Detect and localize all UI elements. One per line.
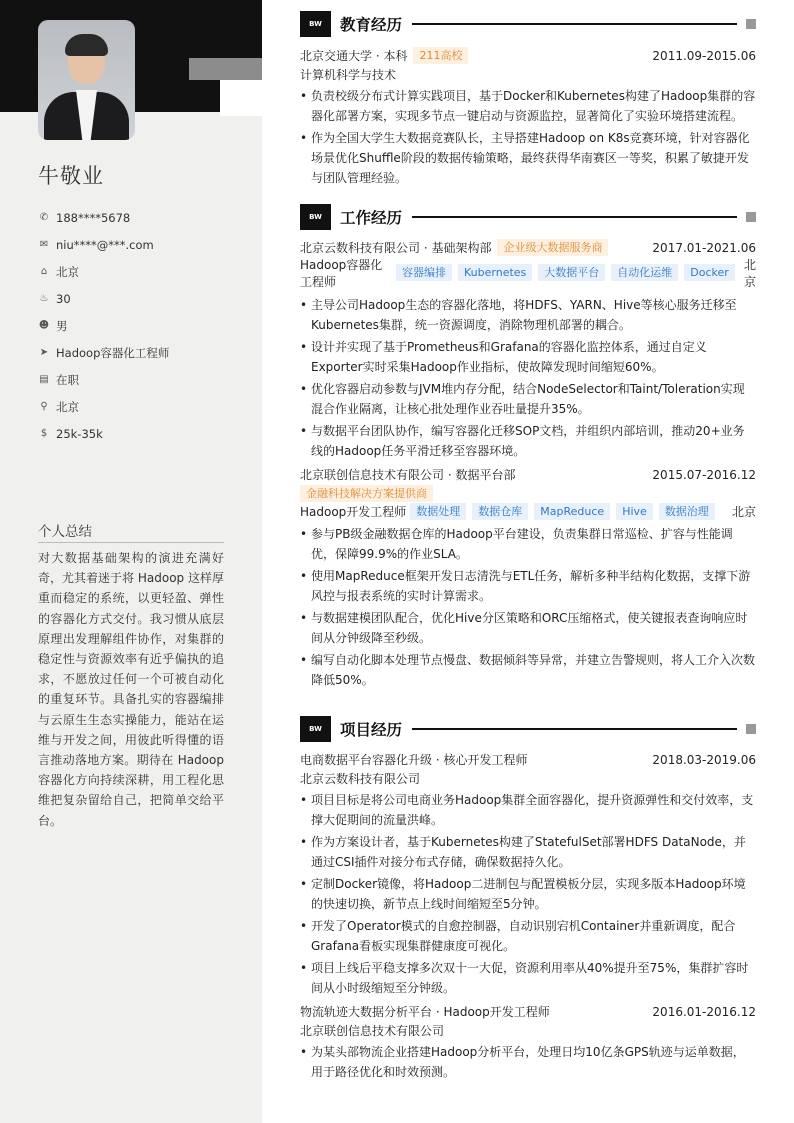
info-row [38, 339, 169, 366]
role-wrap [300, 503, 721, 520]
cake-icon: ♨ [39, 293, 49, 304]
school-tag: 211高校 [413, 47, 468, 64]
section-title: 项目经历 [340, 721, 403, 739]
job-company-wrap [300, 239, 608, 256]
bullet-item: • 使用MapReduce框架开发日志清洗与ETL任务，解析多种半结构化数据，支撑下游风控与报表系统的实时计算需求。 [300, 566, 756, 606]
info-row [38, 285, 169, 312]
bullet-item: • 负责校级分布式计算实践项目，基于Docker和Kubernetes构建了Hadoop集群的容器化部署方案，实现多节点一键启动与资源监控，显著简化了实验环境搭建流程。 [300, 86, 756, 126]
phone-icon: ✆ [39, 212, 49, 223]
job-date: 2017.01-2021.06 [652, 240, 756, 255]
project-org: 北京云数科技有限公司 [300, 772, 421, 786]
project-org-row [300, 1021, 756, 1040]
role-row [300, 257, 756, 293]
bullet-item: • 参与PB级金融数据仓库的Hadoop平台建设，负责集群日常巡检、扩容与性能调优，保障99.9%的作业SLA。 [300, 524, 756, 564]
company-tag-row [300, 484, 756, 503]
info-text: 男 [56, 318, 68, 333]
job-role: Hadoop容器化工程师 [300, 258, 383, 289]
skill-tag: 数据治理 [659, 503, 715, 520]
bullet-item: • 与数据建模团队配合，优化Hive分区策略和ORC压缩格式，使关键报表查询响应时间从分钟级降至秒级。 [300, 608, 756, 648]
info-text: 188****5678 [56, 210, 131, 225]
major: 计算机科学与技术 [300, 68, 397, 82]
project-date: 2018.03-2019.06 [652, 752, 756, 767]
bullet-item: • 主导公司Hadoop生态的容器化落地，将HDFS、YARN、Hive等核心服务迁移至Kubernetes集群，统一资源调度，消除物理机部署的耦合。 [300, 295, 756, 335]
project-entry [300, 750, 756, 998]
bullet-item: • 作为全国大学生大数据竞赛队长，主导搭建Hadoop on K8s竞赛环境，针对容器化场景优化Shuffle阶段的数据传输策略，最终获得华南赛区一等奖，积累了敏捷开发与团队管理经验。 [300, 128, 756, 188]
location-icon: ⚲ [40, 401, 48, 412]
education-header [300, 11, 756, 37]
project-header [300, 1002, 756, 1021]
send-icon: ➤ [39, 347, 49, 358]
company-tag: 金融科技解决方案提供商 [300, 485, 433, 502]
bullet-item: • 编写自动化脚本处理节点慢盘、数据倾斜等异常，并建立告警规则，将人工介入次数降低50%。 [300, 650, 756, 690]
info-text: 北京 [56, 264, 79, 279]
project-block [300, 750, 756, 1082]
job-entry [300, 238, 756, 461]
project-org-row [300, 769, 756, 788]
bullet-item: • 为某头部物流企业搭建Hadoop分析平台，处理日均10亿条GPS轨迹与运单数据，用于路径优化和时效预测。 [300, 1042, 756, 1082]
bw-badge: BW [300, 11, 331, 37]
info-text: niu****@***.com [56, 237, 154, 252]
skill-tag: Docker [684, 264, 735, 281]
bullet-item: • 与数据平台团队协作，编写容器化迁移SOP文档，并组织内部培训，推动20+业务线的Hadoop任务平滑迁移至容器环境。 [300, 421, 756, 461]
project-org: 北京联创信息技术有限公司 [300, 1024, 445, 1038]
skill-tag: 数据仓库 [472, 503, 528, 520]
info-text: 在职 [56, 372, 79, 387]
info-row [38, 312, 169, 339]
project-name: 电商数据平台容器化升级 · 核心开发工程师 [300, 753, 528, 767]
summary-text: 对大数据基础架构的演进充满好奇，尤其着迷于将 Hadoop 这样厚重而稳定的系统，以更轻盈、弹性的容器化方式交付。我习惯从底层原理出发理解组件协作，对集群的稳定性与资源效率有近乎偏执的追求，不愿放过任何一个可被自动化的重复环节。具备扎实的容器编排与云原生生态实操能力，能站在运维与开发之间，用彼此听得懂的语言推动落地方案。期待在 Hadoop 容器化方向持续深耕，用工程化思维把复杂留给自己，把简单交给平台。 [38, 551, 224, 828]
skill-tag: Kubernetes [458, 264, 532, 281]
bw-badge: BW [300, 716, 331, 742]
company-tag: 企业级大数据服务商 [497, 239, 608, 256]
education-block [300, 46, 756, 188]
info-row [38, 258, 169, 285]
job-city: 北京 [731, 505, 756, 519]
job-header [300, 465, 756, 484]
briefcase-icon: ▤ [39, 374, 49, 385]
job-company-wrap [300, 466, 515, 483]
info-row [38, 204, 169, 231]
bullet-item: • 项目目标是将公司电商业务Hadoop集群全面容器化，提升资源弹性和交付效率，支撑大促期间的流量洪峰。 [300, 790, 756, 830]
skill-tag: Hive [616, 503, 653, 520]
bw-badge: BW [300, 204, 331, 230]
info-text: 北京 [56, 399, 79, 414]
company-name: 北京联创信息技术有限公司 · 数据平台部 [300, 468, 516, 482]
skill-tag: 容器编排 [396, 264, 452, 281]
edu-date: 2011.09-2015.06 [652, 48, 756, 63]
candidate-name: 牛敬业 [38, 164, 104, 188]
project-name: 物流轨迹大数据分析平台 · Hadoop开发工程师 [300, 1005, 550, 1019]
section-title: 工作经历 [340, 209, 403, 227]
info-text: 30 [56, 291, 71, 306]
role-row [300, 503, 756, 522]
job-city: 北京 [744, 258, 757, 289]
work-block [300, 238, 756, 690]
avatar [38, 20, 135, 140]
bullet-item: • 项目上线后平稳支撑多次双十一大促，资源利用率从40%提升至75%，集群扩容时间从小时级缩短至分钟级。 [300, 958, 756, 998]
skill-tag: 数据处理 [410, 503, 466, 520]
job-entry [300, 465, 756, 690]
school: 北京交通大学 · 本科 [300, 49, 408, 63]
company-name: 北京云数科技有限公司 · 基础架构部 [300, 241, 492, 255]
home-icon: ⌂ [40, 266, 48, 277]
job-header [300, 238, 756, 257]
bullet-item: • 开发了Operator模式的自愈控制器，自动识别宕机Container并重新调度，配合Grafana看板实现集群健康度可视化。 [300, 916, 756, 956]
header-gray-block [189, 58, 262, 80]
job-role: Hadoop开发工程师 [300, 505, 407, 519]
bullet-item: • 优化容器启动参数与JVM堆内存分配，结合NodeSelector和Taint/Toleration实现混合作业隔离，让核心批处理作业吞吐量提升35%。 [300, 379, 756, 419]
skill-tag: MapReduce [534, 503, 610, 520]
summary-title: 个人总结 [38, 520, 224, 543]
info-row [38, 420, 169, 447]
project-header [300, 716, 756, 742]
work-header [300, 204, 756, 230]
job-date: 2015.07-2016.12 [652, 467, 756, 482]
bullet-item: • 定制Docker镜像，将Hadoop二进制包与配置模板分层，实现多版本Hadoop环境的快速切换，新节点上线时间缩短至5分钟。 [300, 874, 756, 914]
project-header [300, 750, 756, 769]
info-row [38, 366, 169, 393]
salary-icon: $ [40, 428, 48, 439]
section-title: 教育经历 [340, 16, 403, 34]
project-entry [300, 1002, 756, 1082]
info-text: 25k-35k [56, 426, 103, 441]
contact-info [38, 204, 169, 447]
bullet-item: • 作为方案设计者，基于Kubernetes构建了StatefulSet部署HDFS DataNode，并通过CSI插件对接分布式存储，确保数据持久化。 [300, 832, 756, 872]
face-icon: ☻ [38, 320, 50, 331]
info-text: Hadoop容器化工程师 [56, 345, 170, 360]
bullet-item: • 设计并实现了基于Prometheus和Grafana的容器化监控体系，通过自定义Exporter实时采集Hadoop作业指标，使故障发现时间缩短60%。 [300, 337, 756, 377]
info-row [38, 231, 169, 258]
mail-icon: ✉ [39, 239, 49, 250]
skill-tag: 大数据平台 [538, 264, 605, 281]
role-wrap [300, 257, 741, 291]
info-row [38, 393, 169, 420]
project-date: 2016.01-2016.12 [652, 1004, 756, 1019]
skill-tag: 自动化运维 [611, 264, 678, 281]
header-white-block [220, 80, 262, 116]
